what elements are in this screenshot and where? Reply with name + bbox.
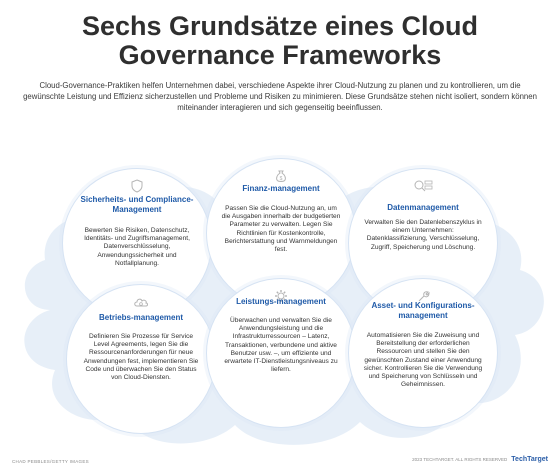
principle-body: Automatisieren Sie die Zuweisung und Bereitstellung der erforderlichen Ressourcen und stellen Sie den gewünschten Zustand einer Anwendung sicher. Kontrollieren Sie die Verwendung und Speicherung von Schlüsseln und Geheimnissen. — [363, 332, 483, 389]
money-bag-icon — [207, 169, 355, 183]
principle-body: Bewerten Sie Risiken, Datenschutz, Identitäts- und Zugriffsmanagement, Datenverschlüsselung, Anwendungssicherheit und Notfallplanung. — [84, 227, 190, 267]
principle-title: Datenmanagement — [387, 203, 459, 212]
copyright-text: 2023 TECHTARGET. ALL RIGHTS RESERVED — [412, 457, 508, 462]
principle-body: Definieren Sie Prozesse für Service Level Agreements, legen Sie die Ressourcenanforderungen für neue Anwendungen fest, implementieren Sie Code und überwachen Sie den Status von Cloud-Diensten. — [83, 333, 199, 382]
principle-title: Sicherheits- und Compliance-Management — [80, 195, 194, 214]
principle-title: Asset- und Konfigurations-management — [371, 301, 475, 320]
principle-title: Leistungs-management — [236, 297, 326, 306]
title-line-1: Sechs Grundsätze eines Cloud — [81, 11, 479, 41]
page-title — [0, 12, 560, 70]
principle-body: Verwalten Sie den Datenlebenszyklus in einem Unternehmen: Datenklassifizierung, Verschlüsselung, Zugriff, Speicherung und Löschung. — [364, 219, 482, 251]
svg-text:$: $ — [279, 176, 283, 182]
principle-operations — [66, 284, 216, 434]
intro-text: Cloud-Governance-Praktiken helfen Unternehmen dabei, verschiedene Aspekte ihrer Cloud-Nutzung zu planen und zu kontrollieren, um die gewünschte Leistung und Effizienz sicherzustellen und Probleme und Risiken zu minimieren. Diese Grundsätze stehen nicht isoliert, sondern können miteinander interagieren und sich gegenseitig beeinflussen. — [23, 81, 537, 112]
principle-body: Überwachen und verwalten Sie die Anwendungsleistung und die Infrastrukturressourcen – Latenz, Transaktionen, verbundene und aktive Benutzer usw. –, um effiziente und erwartete IT-Dienstleistungsniveaus zu liefern. — [224, 317, 338, 374]
principle-body: Passen Sie die Cloud-Nutzung an, um die Ausgaben innerhalb der budgetierten Parameter zu verwalten. Legen Sie Richtlinien für Kostenkontrolle, Berichterstattung und Warnmeldungen fest. — [221, 205, 341, 254]
brand-logo: TechTarget — [511, 456, 548, 463]
principle-title: Betriebs-management — [98, 313, 184, 322]
shield-icon — [63, 179, 211, 193]
title-line-2: Governance Frameworks — [118, 40, 442, 70]
principle-title: Finanz-management — [242, 184, 320, 193]
cloud-gear-icon — [67, 295, 215, 309]
data-search-icon — [349, 179, 497, 193]
principle-asset-configuration — [348, 278, 498, 428]
image-credit: CHAD PEBBLES/GETTY IMAGES — [12, 459, 89, 464]
principle-performance — [206, 278, 356, 428]
copyright — [412, 456, 548, 463]
